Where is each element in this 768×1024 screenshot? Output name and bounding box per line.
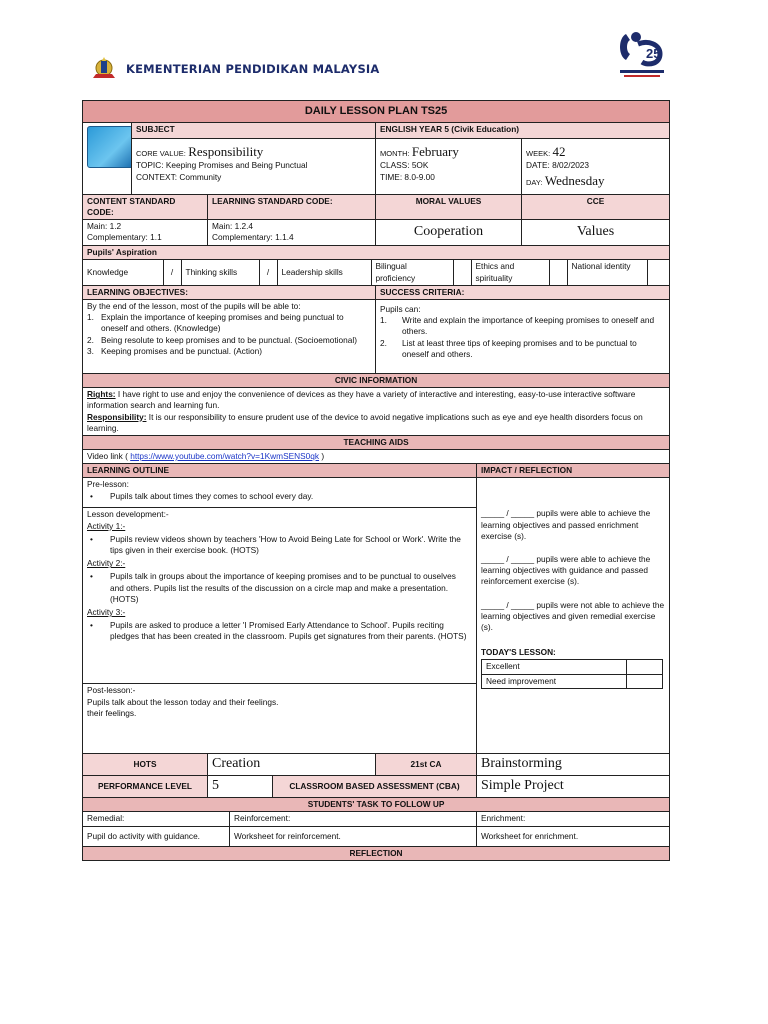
moral-values-label: MORAL VALUES [376, 194, 522, 219]
week-label: WEEK: [526, 148, 551, 158]
list-item: 2. Being resolute to keep promises and to be punctual. (Socioemotional) [87, 334, 357, 345]
ca-value: Brainstorming [477, 754, 670, 776]
hots-value: Creation [208, 754, 376, 776]
cba-value: Simple Project [477, 776, 670, 798]
reinforcement-label: Reinforcement: [230, 812, 477, 826]
teaching-aids-label: TEACHING AIDS [83, 435, 670, 449]
objectives-intro: By the end of the lesson, most of the pupils will be able to: [87, 300, 301, 311]
success-label: SUCCESS CRITERIA: [376, 285, 670, 299]
remedial-task: Pupil do activity with guidance. [83, 826, 230, 846]
objectives-cell [83, 299, 376, 373]
list-item: 1. Explain the importance of keeping promises and being punctual to oneself and others. (Knowledge) [87, 312, 344, 334]
aspiration-table [83, 260, 670, 284]
aspiration-bilingual: Bilingual proficiency [371, 260, 453, 284]
rights-label: Rights: [87, 389, 116, 400]
enrichment-label: Enrichment: [477, 812, 670, 826]
post-lesson-line-2: their feelings. [87, 707, 137, 718]
core-value-cell [132, 138, 376, 194]
enrichment-task: Worksheet for enrichment. [477, 826, 670, 846]
students-task-label: STUDENTS' TASK TO FOLLOW UP [83, 798, 670, 812]
lesson-development-cell [83, 508, 477, 684]
list-item: • Pupils talk about times they comes to school every day. [90, 490, 314, 501]
ca-label: 21st CA [376, 754, 477, 776]
learning-comp: Complementary: 1.1.4 [212, 232, 294, 243]
responsibility-text: It is our responsibility to ensure prudent use of the device to avoid negative implications such as eye and eye health disorders focus on learning. [87, 411, 643, 433]
impact-label: IMPACT / REFLECTION [477, 464, 670, 478]
month-cell [376, 138, 522, 194]
civic-cell [83, 388, 670, 436]
moral-value: Cooperation [376, 220, 522, 246]
list-item: • Pupils talk in groups about the importance of keeping promises and to be punctual to ouselves and others. Pupils list the results of the discussion on a circle map and make a presentation. (HOTS) [90, 571, 456, 604]
learning-standard-label: LEARNING STANDARD CODE: [208, 194, 376, 219]
list-item: • Pupils are asked to produce a letter 'I Promised Early Attendance to School'. Pupils reciting pledges that has been created in the classroom. Pupils get signatures from their parents. (HOTS) [90, 620, 467, 642]
learning-outline-label: LEARNING OUTLINE [83, 464, 477, 478]
reinforcement-task: Worksheet for reinforcement. [230, 826, 477, 846]
context: CONTEXT: Community [136, 171, 222, 182]
time: TIME: 8.0-9.00 [380, 171, 435, 182]
aspiration-thinking: Thinking skills [181, 260, 259, 284]
national-box [647, 260, 670, 284]
success-intro: Pupils can: [380, 303, 421, 314]
subject-icon-cell [83, 122, 132, 194]
hots-label: HOTS [83, 754, 208, 776]
todays-lesson-label: TODAY'S LESSON: [481, 647, 556, 658]
aspiration-row [83, 260, 670, 285]
lesson-plan-table [82, 100, 670, 861]
pre-lesson-cell [83, 478, 477, 508]
post-lesson-label: Post-lesson:- [87, 685, 136, 696]
cba-label: CLASSROOM BASED ASSESSMENT (CBA) [273, 776, 477, 798]
day-label: DAY: [526, 177, 543, 187]
performance-level-value: 5 [208, 776, 273, 798]
aspiration-knowledge: Knowledge [83, 260, 163, 284]
aspiration-label: Pupils' Aspiration [83, 246, 670, 260]
remedial-label: Remedial: [83, 812, 230, 826]
teaching-aids-cell [83, 450, 670, 464]
cce-label: CCE [522, 194, 670, 219]
impact-reinforcement: _____ / _____ pupils were able to achieve the learning objectives with guidance and passed reinforcement exercise (s). [481, 554, 651, 587]
ministry-crest-icon [90, 56, 118, 82]
video-link[interactable]: https://www.youtube.com/watch?v=1KwmSENS0qk [130, 451, 320, 462]
core-value-label: CORE VALUE: [136, 148, 186, 158]
week: 42 [552, 143, 566, 159]
subject-value: ENGLISH YEAR 5 (Civik Education) [376, 122, 670, 138]
learning-standard-cell [208, 220, 376, 246]
success-cell [376, 299, 670, 373]
subject-label: SUBJECT [132, 122, 376, 138]
list-item: 3. Keeping promises and be punctual. (Action) [87, 345, 262, 356]
content-main: Main: 1.2 [87, 221, 122, 232]
lesson-development-label: Lesson development:- [87, 509, 169, 520]
aspiration-ethics: Ethics and spirituality [471, 260, 549, 284]
post-lesson-line-1: Pupils talk about the lesson today and their feelings. [87, 696, 279, 707]
month-label: MONTH: [380, 148, 410, 158]
lesson-plan-sheet [82, 100, 669, 861]
learning-main: Main: 1.2.4 [212, 221, 254, 232]
ministry-name: KEMENTERIAN PENDIDIKAN MALAYSIA [126, 62, 380, 76]
day: Wednesday [544, 172, 605, 188]
textbook-cover-icon [87, 126, 132, 168]
bilingual-box [453, 260, 471, 284]
reflection-label: REFLECTION [83, 846, 670, 860]
responsibility-label: Responsibility: [87, 411, 147, 422]
todays-lesson-table [481, 659, 663, 688]
topic: TOPIC: Keeping Promises and Being Punctual [136, 160, 308, 171]
impact-cell [477, 478, 670, 754]
week-cell [522, 138, 670, 194]
cce-value: Values [522, 220, 670, 246]
activity-1-label: Activity 1:- [87, 520, 126, 531]
thinking-mark: / [259, 260, 277, 284]
impact-enrichment: _____ / _____ pupils were able to achieve the learning objectives and passed enrichment exercise (s). [481, 508, 651, 541]
date: DATE: 8/02/2023 [526, 160, 590, 171]
content-comp: Complementary: 1.1 [87, 232, 162, 243]
month: February [411, 143, 459, 159]
need-improvement-box[interactable] [627, 674, 663, 688]
video-link-suffix: ) [319, 451, 325, 462]
activity-2-label: Activity 2:- [87, 558, 126, 569]
list-item: • Pupils review videos shown by teachers 'How to Avoid Being Late for School or Work'. Write the tips given in their exercise book. (HOTS) [90, 533, 461, 556]
content-standard-cell [83, 220, 208, 246]
knowledge-mark: / [163, 260, 181, 284]
aspiration-leadership: Leadership skills [277, 260, 371, 284]
class: CLASS: 5OK [380, 160, 429, 171]
civic-label: CIVIC INFORMATION [83, 373, 670, 387]
performance-level-label: PERFORMANCE LEVEL [83, 776, 208, 798]
excellent-box[interactable] [627, 660, 663, 674]
activity-3-label: Activity 3:- [87, 606, 126, 617]
core-value: Responsibility [188, 143, 264, 159]
success-list [380, 315, 665, 360]
rights-text: I have right to use and enjoy the convenience of devices as they have a variety of interactive and interesting, easy-to-use interactive software information search and learning fun. [87, 389, 636, 411]
ts25-logo-icon [616, 26, 668, 80]
need-improvement-label: Need improvement [482, 674, 627, 688]
pre-lesson-label: Pre-lesson: [87, 479, 129, 490]
page-title: DAILY LESSON PLAN TS25 [83, 101, 670, 123]
excellent-label: Excellent [482, 660, 627, 674]
objectives-list [87, 312, 371, 357]
ethics-box [549, 260, 567, 284]
svg-text:25: 25 [646, 46, 661, 61]
post-lesson-cell [83, 684, 477, 754]
list-item: 1. Write and explain the importance of keeping promises to oneself and others. [380, 315, 655, 337]
content-standard-label: CONTENT STANDARD CODE: [83, 194, 208, 219]
impact-remedial: _____ / _____ pupils were not able to achieve the learning objectives and given remedial exercise (s). [481, 599, 665, 632]
objectives-label: LEARNING OBJECTIVES: [83, 285, 376, 299]
video-link-prefix: Video link ( [87, 451, 131, 462]
aspiration-national: National identity [567, 260, 647, 284]
list-item: 2. List at least three tips of keeping promises and to be punctual to oneself and others. [380, 337, 637, 359]
page-header [0, 0, 768, 100]
